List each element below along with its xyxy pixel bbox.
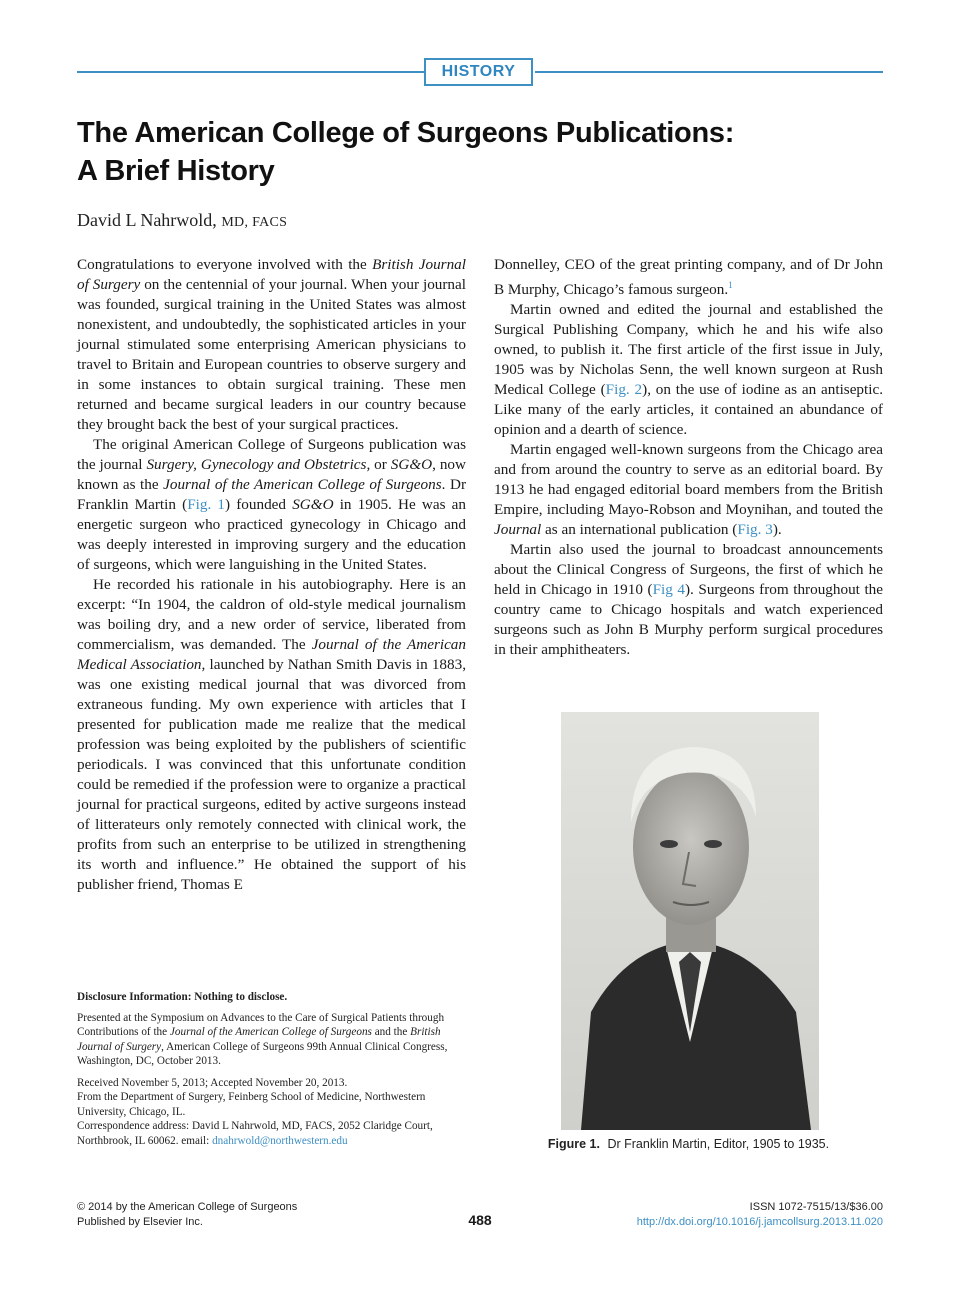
- doi-link[interactable]: http://dx.doi.org/10.1016/j.jamcollsurg.2013.11.020: [636, 1216, 883, 1228]
- body-column-right: [494, 255, 883, 660]
- affiliation-note: From the Department of Surgery, Feinberg School of Medicine, Northwestern University, Chicago, IL.: [77, 1091, 426, 1118]
- figure-4-link[interactable]: Fig 4: [652, 581, 685, 599]
- title-line-1: The American College of Surgeons Publications:: [77, 117, 735, 149]
- figure-caption: [494, 1137, 883, 1151]
- correspondence-note: Correspondence address: David L Nahrwold, MD, FACS, 2052 Claridge Court, Northbrook, IL 60062. email: dnahrwold@northwestern.edu: [77, 1120, 433, 1147]
- presentation-note: Presented at the Symposium on Advances to the Care of Surgical Patients through Contributions of the Journal of the American College of Surgeons and the British Journal of Surgery, American College of Surgeons 99th Annual Clinical Congress, Washington, DC, October 2013.: [77, 1011, 448, 1067]
- figure-1-link[interactable]: Fig. 1: [187, 496, 226, 513]
- paragraph: Martin owned and edited the journal and established the Surgical Publishing Company, which he and his wife also owned, to publish it. The first article of the first issue in July, 1905 was by Nicholas Senn, the well known surgeon at Rush Medical College (Fig. 2), on the use of iodine as an antiseptic. Like many of the early articles, it contained an abundance of opinion and a dearth of science.: [494, 301, 884, 439]
- paragraph: The original American College of Surgeons publication was the journal Surgery, Gynecology and Obstetrics, or SG&O, now known as the Journal of the American College of Surgeons. Dr Franklin Martin (Fig. 1) founded SG&O in 1905. He was an energetic surgeon who practiced gynecology in Chicago and was deeply interested in improving surgery and the education of surgeons, which were languishing in the United States.: [77, 436, 467, 573]
- paragraph: Martin engaged well-known surgeons from the Chicago area and from around the country to serve as an editorial board. By 1913 he had engaged editorial board members from the British Empire, including Mayo-Robson and Moynihan, and touted the Journal as an international publication (Fig. 3).: [494, 441, 883, 539]
- figure-caption-text: Dr Franklin Martin, Editor, 1905 to 1935.: [607, 1137, 830, 1151]
- author-credentials: MD, FACS: [221, 215, 288, 230]
- publisher-text: Published by Elsevier Inc.: [77, 1216, 203, 1228]
- issn-text: ISSN 1072-7515/13/$36.00: [749, 1201, 883, 1213]
- header-rule-right: [535, 71, 883, 73]
- author-name: David L Nahrwold,: [77, 210, 217, 230]
- paragraph: Congratulations to everyone involved with the British Journal of Surgery on the centennial of your journal. When your journal was founded, surgical training in the United States was almost nonexistent, and undoubtedly, the sophisticated articles in your journal stimulated some enterprising American physicians to travel to Britain and European countries to observe surgery and in some instances to obtain surgical training. These men returned and became surgical leaders in our country because they brought back the best of your surgical practices.: [77, 256, 466, 433]
- disclosure-note: Disclosure Information: Nothing to disclose.: [77, 991, 288, 1003]
- body-column-left: [77, 255, 466, 895]
- portrait-illustration: [561, 712, 819, 1130]
- author-byline: [77, 210, 287, 231]
- figure-2-link[interactable]: Fig. 2: [605, 381, 643, 399]
- footer-left: [77, 1200, 297, 1230]
- page-number: 488: [468, 1212, 492, 1228]
- received-note: Received November 5, 2013; Accepted November 20, 2013.: [77, 1076, 348, 1089]
- paragraph: He recorded his rationale in his autobiography. Here is an excerpt: “In 1904, the caldron of old-style medical journalism was boiling dry, and a new order of service, liberated from commercialism, was demanded. The Journal of the American Medical Association, launched by Nathan Smith Davis in 1883, was one existing medical journal that was divorced from extraneous funding. My own experience with articles that I presented for publication made me realize that the medical profession was being exploited by the publishers of scientific periodicals. I was convinced that this unfortunate condition could be remedied if the profession were to organize a practical journal for practical surgeons, edited by active surgeons instead of litterateurs only remotely connected with clinical work, the profits from such an enterprise to be utilized in strengthening its worth and influence.” He obtained the support of his publisher friend, Thomas E: [77, 576, 467, 893]
- copyright-text: © 2014 by the American College of Surgeons: [77, 1201, 298, 1213]
- footer-right: [637, 1200, 883, 1230]
- portrait-photo: [561, 712, 819, 1130]
- section-tag: HISTORY: [424, 58, 533, 86]
- figure-label: Figure 1.: [547, 1137, 600, 1151]
- email-link[interactable]: dnahrwold@northwestern.edu: [212, 1134, 348, 1147]
- reference-1-link[interactable]: 1: [728, 280, 733, 290]
- paragraph: Martin also used the journal to broadcast announcements about the Clinical Congress of Surgeons, the first of which he held in Chicago in 1910 (Fig 4). Surgeons from throughout the country came to Chicago hospitals and watch experienced surgeons such as John B Murphy perform surgical procedures in their amphitheaters.: [494, 541, 883, 659]
- paragraph: Donnelley, CEO of the great printing company, and of Dr John B Murphy, Chicago’s famous surgeon.$^1$: [494, 256, 883, 299]
- figure-3-link[interactable]: Fig. 3: [737, 521, 773, 539]
- header-rule-left: [77, 71, 424, 73]
- article-title: [77, 114, 877, 190]
- title-line-2: A Brief History: [77, 155, 275, 187]
- footnotes: [77, 990, 466, 1148]
